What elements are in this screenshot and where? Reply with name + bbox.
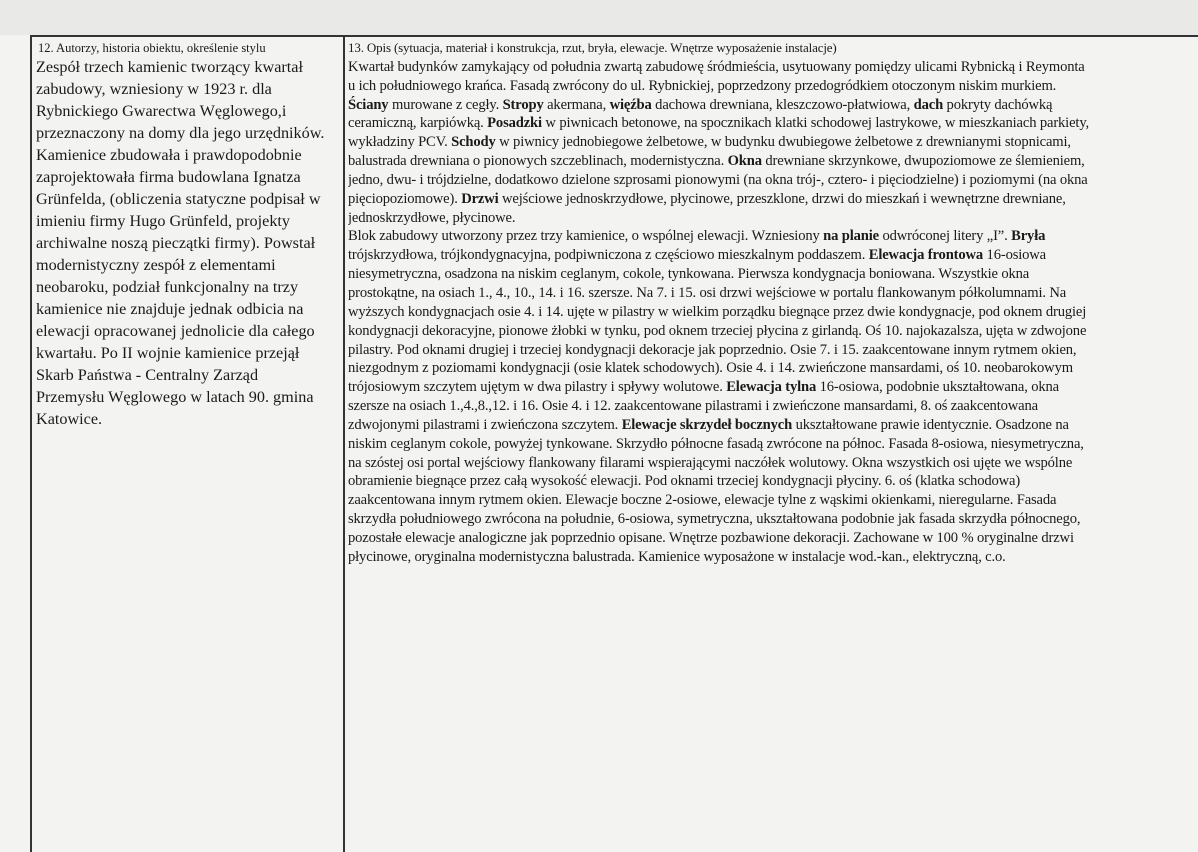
bold-term: Bryła	[1011, 228, 1046, 245]
text-segment: ukształtowane prawie identycznie. Osadzone na	[792, 416, 1069, 433]
bold-term: więźba	[609, 96, 652, 113]
text-segment: na szóstej osi portal wejściowy flankowany filarami wspierającymi naczółek wolutowy. Okna wszystkich osi ujęte we wspólne	[348, 454, 1073, 471]
text-segment: pokryty dachówką	[943, 96, 1053, 113]
text-line: Grünfelda, (obliczenia statyczne podpisał w	[36, 190, 321, 208]
text-line	[348, 472, 1196, 491]
text-line: Katowice.	[36, 410, 103, 428]
text-line: archiwalne noszą pieczątki firmy). Powstał	[36, 234, 316, 252]
text-segment: dachowa drewniana, kleszczowo-płatwiowa,	[651, 96, 914, 113]
text-segment: prostokątne, na osiach 1., 4., 10., 14. i 16. szersze. Na 7. i 15. osi drzwi wejściowe w portalu flankowanym półkolumnami. Na	[348, 284, 1067, 301]
text-line	[348, 529, 1196, 548]
text-line	[348, 209, 1196, 228]
text-segment: murowane z cegły.	[388, 96, 503, 113]
text-line	[348, 435, 1196, 454]
bold-term: dach	[913, 96, 944, 113]
bold-term: Stropy	[502, 96, 544, 113]
text-line	[348, 454, 1196, 473]
text-segment: akermana,	[543, 96, 610, 113]
authors-history-column	[36, 40, 340, 430]
text-segment: płycinowe, oryginalna modernistyczna balustrada. Kamienice wyposażone w instalacje wod.-kan., elektryczną, c.o.	[348, 548, 1006, 565]
text-segment: trójskrzydłowa, trójkondygnacyjna, podpiwniczona z częściowo mieszkalnym poddaszem.	[348, 247, 869, 264]
text-line: Przemysłu Węglowego w latach 90. gmina	[36, 388, 314, 406]
text-segment: ceramiczną, karpiówką.	[348, 115, 488, 132]
text-line: Kamienice zbudowała i prawdopodobnie	[36, 146, 302, 164]
text-segment: szersze na osiach 1.,4.,8.,12. i 16. Osie 4. i 12. zaakcentowane pilastrami i zwieńczone mansardami, 8. oś zaakcentowana	[348, 398, 1038, 415]
bold-term: na planie	[823, 228, 879, 245]
text-segment: niezgodnym z poziomami kondygnacji (osie klatek schodowych). Osie 4. i 14. zwieńczone mansardami, oś 10. neobarokowym	[348, 360, 1073, 377]
table-top-border	[30, 35, 1198, 37]
text-segment: pilastry. Pod oknami drugiej i trzeciej kondygnacji dekoracje jak poprzednio. Osie 7. i 15. zaakcentowane innym rytmem okien,	[348, 341, 1077, 358]
text-segment: jednoskrzydłowe, płycinowe.	[348, 209, 516, 226]
text-segment: kondygnacji dekoracyjne, pionowe żłobki w tynku, pod oknem trzeciej płycina z girlandą. Oś 10. najokazalsza, ujęta w zdwojone	[348, 322, 1087, 339]
text-line: Rybnickiego Gwarectwa Węglowego,i	[36, 102, 287, 120]
text-segment: Blok zabudowy utworzony przez trzy kamienice, o wspólnej elewacji. Wzniesiony	[348, 228, 824, 245]
description-column	[348, 39, 1196, 567]
text-line	[348, 378, 1196, 397]
text-line	[348, 133, 1196, 152]
text-line: elewacji opracowanej jednolicie dla całego	[36, 322, 315, 340]
column-divider	[343, 35, 345, 852]
text-segment: pozostałe elewacje analogiczne jak poprzednio opisane. Wnętrze pozbawione dekoracji. Zachowane w 100 % oryginalne drzwi	[348, 529, 1074, 546]
text-line	[348, 77, 1196, 96]
text-segment: obramienie biegnące przez całą wysokość elewacji. Pod oknami trzeciej kondygnacji płyciny. 6. oś (klatka schodowa)	[348, 473, 1021, 490]
text-line	[348, 171, 1196, 190]
bold-term: Elewacja frontowa	[868, 247, 984, 264]
text-segment: wejściowe jednoskrzydłowe, płycinowe, przeszklone, drzwi do mieszkań i wewnętrzne drewniane,	[498, 190, 1066, 207]
text-line	[348, 152, 1196, 171]
bold-term: Drzwi	[461, 190, 499, 207]
text-line	[348, 397, 1196, 416]
text-line: imieniu firmy Hugo Grünfeld, projekty	[36, 212, 291, 230]
text-line: Zespół trzech kamienic tworzący kwartał	[36, 58, 303, 76]
text-segment: wyższych kondygnacjach osie 4. i 14. ujęte w pilastry w wielkim porządku biegnące przez dwie kondygnacje, pod oknem drugiej	[348, 303, 1087, 320]
text-segment: trójosiowym szczytem ujętym w dwa pilastry i spływy wolutowe.	[348, 379, 727, 396]
text-line: kamienice nie znajduje jednak odbicia na	[36, 300, 304, 318]
text-line	[348, 96, 1196, 115]
text-line	[348, 416, 1196, 435]
text-line	[348, 284, 1196, 303]
section-13-body	[348, 58, 1196, 567]
text-segment: 16-osiowa	[983, 247, 1047, 264]
text-line: przeznaczony na domy dla jego urzędników.	[36, 124, 325, 142]
text-line	[348, 246, 1196, 265]
bold-term: Ściany	[348, 96, 389, 113]
bold-term: Elewacja tylna	[726, 379, 817, 396]
text-segment: wykładziny PCV.	[348, 134, 452, 151]
text-segment: zaakcentowana innym rytmem okien. Elewacje boczne 2-osiowe, elewacje tylne z wąskimi okienkami, nieregularne. Fasada	[348, 492, 1057, 509]
text-line	[348, 190, 1196, 209]
text-segment: w piwnicy jednobiegowe żelbetowe, w budynku dwubiegowe żelbetowe z drewnianymi stopnicami,	[495, 134, 1071, 151]
bold-term: Posadzki	[487, 115, 542, 132]
text-line	[348, 227, 1196, 246]
text-segment: odwróconej litery „I”.	[878, 228, 1012, 245]
table-left-border	[30, 35, 32, 852]
text-line	[348, 58, 1196, 77]
text-line: kwartału. Po II wojnie kamienice przejął	[36, 344, 300, 362]
bold-term: Okna	[727, 153, 762, 170]
text-line: neobaroku, podział funkcjonalny na trzy	[36, 278, 299, 296]
text-line	[348, 510, 1196, 529]
scan-top-margin	[0, 0, 1198, 35]
text-segment: drewniane skrzynkowe, dwupoziomowe ze ślemieniem,	[761, 153, 1085, 170]
text-segment: u ich południowego krańca. Fasadą zwrócony do ul. Rybnickiej, poprzedzony przedogródkiem otoczonym niskim murkiem.	[348, 77, 1057, 94]
text-segment: niesymetryczna, osadzona na niskim ceglanym, cokole, tynkowana. Pierwsza kondygnacja boniowana. Wszystkie okna	[348, 266, 1030, 283]
text-line	[348, 265, 1196, 284]
text-segment: balustrada drewniana o pionowych szczeblinach, modernistyczna.	[348, 153, 728, 170]
text-segment: jedno, dwu- i trójdzielne, dodatkowo dzielone szprosami pionowymi (na okna trój-, cztero- i pięciodzielne) i poziomymi (na okna	[348, 171, 1088, 188]
section-13-header: 13. Opis (sytuacja, materiał i konstrukcja, rzut, bryła, elewacje. Wnętrze wyposażenie instalacje)	[348, 40, 837, 55]
text-line	[348, 322, 1196, 341]
text-line	[348, 114, 1196, 133]
text-segment: skrzydła południowego zwrócona na południe, 6-osiowa, symetryczna, ukształtowana podobnie jak fasada skrzydła północnego,	[348, 511, 1081, 528]
bold-term: Elewacje skrzydeł bocznych	[621, 416, 793, 433]
text-line: zaprojektowała firma budowlana Ignatza	[36, 168, 301, 186]
section-12-header: 12. Autorzy, historia obiektu, określenie stylu	[38, 41, 266, 55]
text-line: zabudowy, wzniesiony w 1923 r. dla	[36, 80, 272, 98]
text-line	[348, 303, 1196, 322]
text-line	[348, 491, 1196, 510]
text-line	[348, 341, 1196, 360]
text-segment: niskim ceglanym cokole, powyżej tynkowane. Skrzydło północne fasadą zwrócone na północ. Fasada 8-osiowa, niesymetryczna,	[348, 435, 1084, 452]
text-segment: 16-osiowa, podobnie ukształtowana, okna	[816, 379, 1059, 396]
bold-term: Schody	[451, 134, 496, 151]
text-line	[348, 359, 1196, 378]
text-line	[348, 548, 1196, 567]
text-segment: w piwnicach betonowe, na spocznikach klatki schodowej lastrykowe, w mieszkaniach parkiety,	[541, 115, 1090, 132]
text-segment: pięciopoziomowe).	[348, 190, 462, 207]
text-line: modernistyczny zespół z elementami	[36, 256, 276, 274]
text-line: Skarb Państwa - Centralny Zarząd	[36, 366, 259, 384]
text-segment: Kwartał budynków zamykający od południa zwartą zabudowę śródmieścia, usytuowany pomiędzy ulicami Rybnicką i Reymonta	[348, 58, 1085, 75]
section-12-body	[36, 56, 340, 430]
text-segment: zdwojonymi pilastrami i zwieńczona szczytem.	[348, 416, 622, 433]
